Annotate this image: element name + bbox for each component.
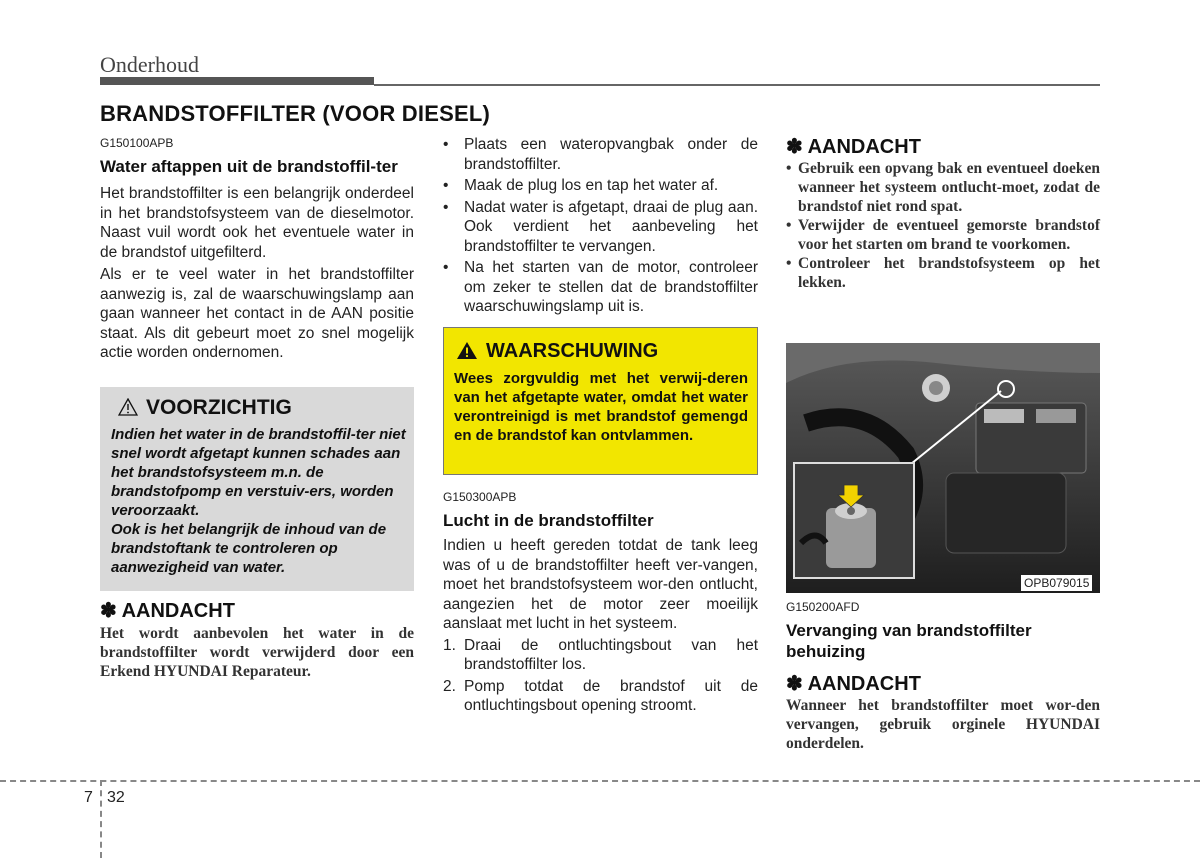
engine-bay-photo bbox=[786, 343, 1100, 593]
note-title bbox=[100, 598, 414, 623]
bullet-icon: • bbox=[786, 255, 792, 272]
subsection-heading: Vervanging van brandstoffilter behuizing bbox=[786, 621, 1032, 661]
caution-title-text: VOORZICHTIG bbox=[146, 396, 292, 419]
header-bar bbox=[100, 77, 374, 85]
warning-triangle-icon bbox=[456, 341, 478, 360]
footer-rule bbox=[0, 780, 1200, 782]
list-item-text: Na het starten van de motor, controleer om zeker te stellen dat de brandstoffilter waarschuwingslamp uit is. bbox=[464, 259, 758, 315]
caution-paragraph: Indien het water in de brandstoffil-ter niet snel wordt afgetapt kunnen schades aan het brandstofsysteem m.n. de brandstofpomp en verstuiv-ers, worden veroorzaakt. bbox=[111, 426, 406, 519]
middle-bullets bbox=[443, 135, 758, 319]
warning-text: Wees zorgvuldig met het verwij-deren van het afgetapte water, omdat het water verontreinigd is met brandstof gemengd en de brandstof kan ontvlammen. bbox=[454, 370, 748, 444]
list-item-text: Verwijder de eventueel gemorste brandstof voor het starten om brand te voorkomen. bbox=[798, 217, 1100, 253]
header-rule bbox=[374, 84, 1100, 86]
list-item bbox=[443, 258, 758, 317]
right-note-1 bbox=[786, 134, 1100, 292]
left-column bbox=[100, 136, 414, 363]
note-title bbox=[786, 671, 1100, 696]
list-item-text: Maak de plug los en tap het water af. bbox=[464, 177, 719, 194]
middle-lower bbox=[443, 490, 758, 718]
paragraph: Indien u heeft gereden totdat de tank leeg was of u de brandstoffilter heeft ver-vangen, moet het brandstofsysteem wor-den ontlucht, aangezien het de motor zeer moeilijk aanslaat met lucht in het systeem. bbox=[443, 537, 758, 632]
note-title-text: AANDACHT bbox=[807, 136, 921, 158]
list-item bbox=[443, 198, 758, 257]
asterisk-icon: ✽ bbox=[786, 136, 803, 158]
list-item bbox=[443, 176, 758, 196]
bullet-icon: • bbox=[786, 160, 792, 177]
paragraph: Als er te veel water in het brandstoffilter aanwezig is, zal de waarschuwingslamp aan gaan wanneer het contact in de AAN positie staat. Als dit gebeurt moet zo snel mogelijk actie worden ondernomen. bbox=[100, 266, 414, 361]
note-text: Het wordt aanbevolen het water in de brandstoffilter wordt verwijderd door een Erkend HYUNDAI Reparateur. bbox=[100, 625, 414, 680]
right-lower bbox=[786, 600, 1100, 753]
photo-caption: OPB079015 bbox=[1021, 575, 1092, 591]
page-number: 32 bbox=[107, 789, 125, 806]
paragraph: Het brandstoffilter is een belangrijk onderdeel in het brandstofsysteem van de dieselmotor. Naast vuil wordt ook het eventuele water in de brandstof uitgefilterd. bbox=[100, 185, 414, 261]
subsection-heading: Lucht in de brandstoffilter bbox=[443, 511, 654, 530]
footer-divider bbox=[100, 780, 102, 858]
chapter-number: 7 bbox=[84, 789, 93, 806]
engine-illustration bbox=[786, 343, 1100, 593]
list-item-text: Controleer het brandstofsysteem op het lekken. bbox=[798, 255, 1100, 291]
numbered-list bbox=[443, 636, 758, 716]
list-item-text: Gebruik een opvang bak en eventueel doeken wanneer het systeem ontlucht-moet, zodat de brandstof niet rond spat. bbox=[798, 160, 1100, 215]
note-title-text: AANDACHT bbox=[121, 600, 235, 622]
warning-triangle-icon bbox=[118, 398, 138, 416]
section-code: G150300APB bbox=[443, 490, 517, 504]
caution-text bbox=[111, 425, 407, 577]
left-note bbox=[100, 598, 414, 681]
warning-box bbox=[443, 327, 758, 475]
list-item bbox=[786, 216, 1100, 254]
list-item bbox=[786, 159, 1100, 216]
caution-paragraph: Ook is het belangrijk de inhoud van de brandstoftank te controleren op aanwezigheid van water. bbox=[111, 521, 387, 576]
list-item-text: Pomp totdat de brandstof uit de ontluchtingsbout opening stroomt. bbox=[464, 677, 758, 714]
warning-title bbox=[456, 340, 658, 363]
list-item bbox=[443, 636, 758, 675]
list-item bbox=[443, 135, 758, 174]
bullet-icon: • bbox=[443, 259, 449, 276]
asterisk-icon: ✽ bbox=[786, 673, 803, 695]
note-title-text: AANDACHT bbox=[807, 673, 921, 695]
bullet-icon: • bbox=[443, 136, 449, 153]
list-item bbox=[443, 677, 758, 716]
warning-title-text: WAARSCHUWING bbox=[486, 340, 659, 362]
note-text: Wanneer het brandstoffilter moet wor-den vervangen, gebruik orginele HYUNDAI onderdelen. bbox=[786, 697, 1100, 752]
section-code: G150100APB bbox=[100, 136, 174, 150]
list-item-text: Nadat water is afgetapt, draai de plug aan. Ook verdient het aanbeveling het brandstoffilter te vervangen. bbox=[464, 198, 758, 255]
bullet-icon: • bbox=[443, 177, 449, 194]
caution-box bbox=[100, 387, 414, 591]
note-list bbox=[786, 159, 1100, 292]
asterisk-icon: ✽ bbox=[100, 600, 117, 622]
caution-title bbox=[118, 396, 292, 420]
bullet-list bbox=[443, 135, 758, 317]
chapter-header: Onderhoud bbox=[100, 52, 199, 77]
bullet-icon: • bbox=[786, 217, 792, 234]
note-title bbox=[786, 134, 1100, 159]
subsection-heading: Water aftappen uit de brandstoffil-ter bbox=[100, 157, 398, 176]
bullet-icon: • bbox=[443, 198, 449, 216]
list-item bbox=[786, 254, 1100, 292]
list-item-text: Draai de ontluchtingsbout van het brandstoffilter los. bbox=[464, 636, 758, 673]
section-code: G150200AFD bbox=[786, 600, 860, 614]
section-title: BRANDSTOFFILTER (VOOR DIESEL) bbox=[100, 101, 490, 126]
list-item-text: Plaats een wateropvangbak onder de brandstoffilter. bbox=[464, 136, 758, 173]
step-number: 2. bbox=[443, 677, 456, 695]
step-number: 1. bbox=[443, 636, 456, 654]
